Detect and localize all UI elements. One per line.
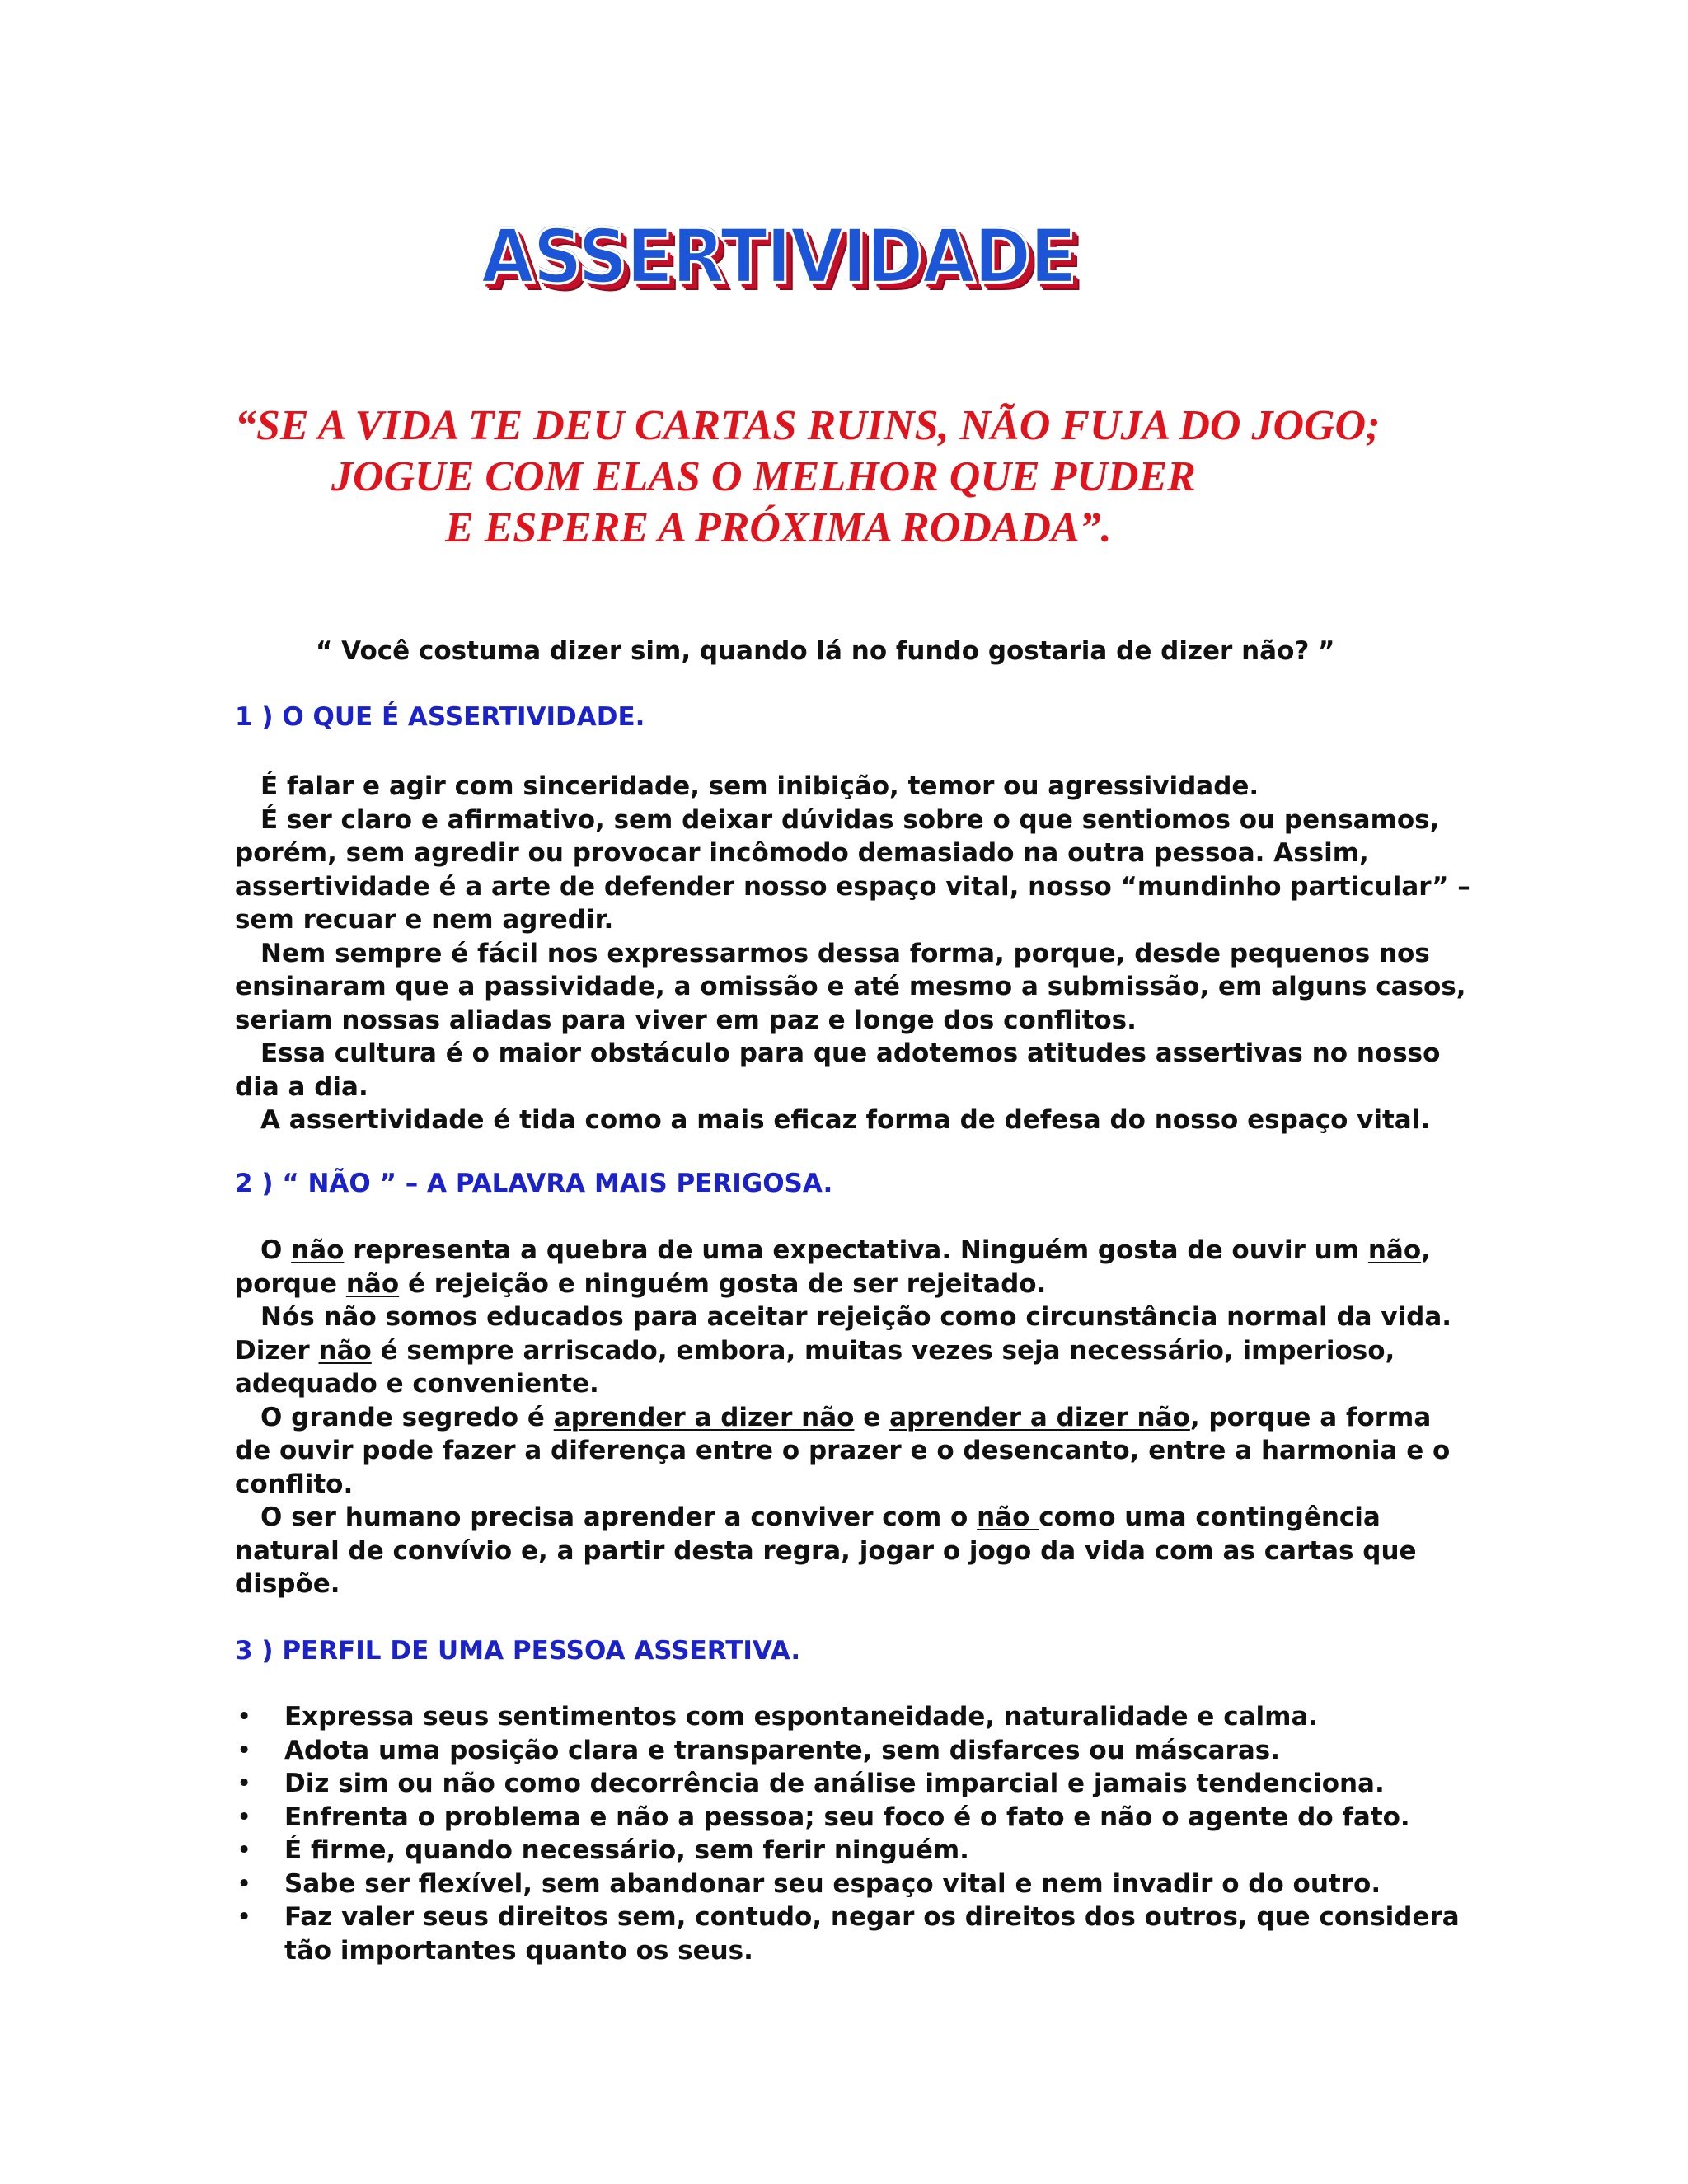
list-item: • É firme, quando necessário, sem ferir ninguém. <box>235 1834 1488 1868</box>
bullet-icon: • <box>237 1835 252 1865</box>
section-3-heading: 3 ) PERFIL DE UMA PESSOA ASSERTIVA. <box>235 1636 801 1666</box>
quote-line-1: “SE A VIDA TE DEU CARTAS RUINS, NÃO FUJA DO JOGO; <box>235 402 1381 449</box>
list-item: • Adota uma posição clara e transparente, sem disfarces ou máscaras. <box>235 1734 1488 1768</box>
intro-question: “ Você costuma dizer sim, quando lá no fundo gostaria de dizer não? ” <box>316 636 1335 666</box>
quote-line-2: JOGUE COM ELAS O MELHOR QUE PUDER <box>331 453 1196 500</box>
quote-line-3: E ESPERE A PRÓXIMA RODADA”. <box>445 504 1112 551</box>
section-2-body <box>235 1234 1471 1601</box>
section-2-paragraph: O não representa a quebra de uma expectativa. Ninguém gosta de ouvir um não, porque não é rejeição e ninguém gosta de ser rejeitado. <box>235 1235 1431 1299</box>
list-item: • Expressa seus sentimentos com espontaneidade, naturalidade e calma. <box>235 1700 1488 1734</box>
underlined-word: não <box>1367 1235 1422 1265</box>
bullet-icon: • <box>237 1802 252 1832</box>
list-item: • Faz valer seus direitos sem, contudo, negar os direitos dos outros, que considera tão importantes quanto os seus. <box>237 1902 1460 1966</box>
section-2-heading: 2 ) “ NÃO ” – A PALAVRA MAIS PERIGOSA. <box>235 1169 833 1198</box>
underlined-word: não <box>291 1235 345 1265</box>
bullet-icon: • <box>237 1769 252 1798</box>
underlined-word: não <box>977 1502 1039 1532</box>
underlined-phrase: aprender a dizer não <box>553 1402 855 1432</box>
section-2-paragraph: O grande segredo é aprender a dizer não e aprender a dizer não, porque a forma de ouvir pode fazer a diferença entre o prazer e o desencanto, entre a harmonia e o conflito. <box>235 1402 1451 1499</box>
underlined-word: não <box>318 1335 372 1366</box>
bullet-icon: • <box>237 1702 252 1732</box>
section-1-body <box>235 770 1471 1137</box>
section-1-paragraph: Nem sempre é fácil nos expressarmos dessa forma, porque, desde pequenos nos ensinaram que a passividade, a omissão e até mesmo a submissão, em alguns casos, seriam nossas aliadas para viver em paz e longe dos conflitos. <box>235 938 1466 1035</box>
underlined-phrase: aprender a dizer não <box>889 1402 1190 1432</box>
list-item: • Diz sim ou não como decorrência de análise imparcial e jamais tendenciona. <box>235 1767 1488 1801</box>
section-1-paragraph: É falar e agir com sinceridade, sem inibição, temor ou agressividade. <box>260 771 1259 801</box>
title-logo <box>0 213 1622 300</box>
bullet-icon: • <box>237 1902 252 1932</box>
section-2-paragraph: O ser humano precisa aprender a conviver com o não como uma contingência natural de convívio e, a partir desta regra, jogar o jogo da vida com as cartas que dispõe. <box>235 1502 1417 1599</box>
section-1-paragraph: A assertividade é tida como a mais eficaz forma de defesa do nosso espaço vital. <box>260 1105 1431 1135</box>
title-wordart: ASSERTIVIDADE <box>481 213 1076 300</box>
list-item: • Sabe ser flexível, sem abandonar seu espaço vital e nem invadir o do outro. <box>235 1868 1488 1901</box>
section-1-heading: 1 ) O QUE É ASSERTIVIDADE. <box>235 702 645 732</box>
underlined-word: não <box>345 1268 400 1299</box>
list-item: • Enfrenta o problema e não a pessoa; seu foco é o fato e não o agente do fato. <box>235 1801 1488 1835</box>
section-1-paragraph: É ser claro e afirmativo, sem deixar dúvidas sobre o que sentiomos ou pensamos, porém, sem agredir ou provocar incômodo demasiado na outra pessoa. Assim, assertividade é a arte de defender nosso espaço vital, nosso “mundinho particular” – sem recuar e nem agredir. <box>235 804 1470 935</box>
assertive-profile-list <box>235 1700 1488 1967</box>
section-2-paragraph: Nós não somos educados para aceitar rejeição como circunstância normal da vida. Dizer não é sempre arriscado, embora, muitas vezes seja necessário, imperioso, adequado e conveniente. <box>235 1302 1452 1399</box>
bullet-icon: • <box>237 1735 252 1765</box>
bullet-icon: • <box>237 1868 252 1899</box>
section-1-paragraph: Essa cultura é o maior obstáculo para que adotemos atitudes assertivas no nosso dia a dia. <box>235 1038 1441 1102</box>
